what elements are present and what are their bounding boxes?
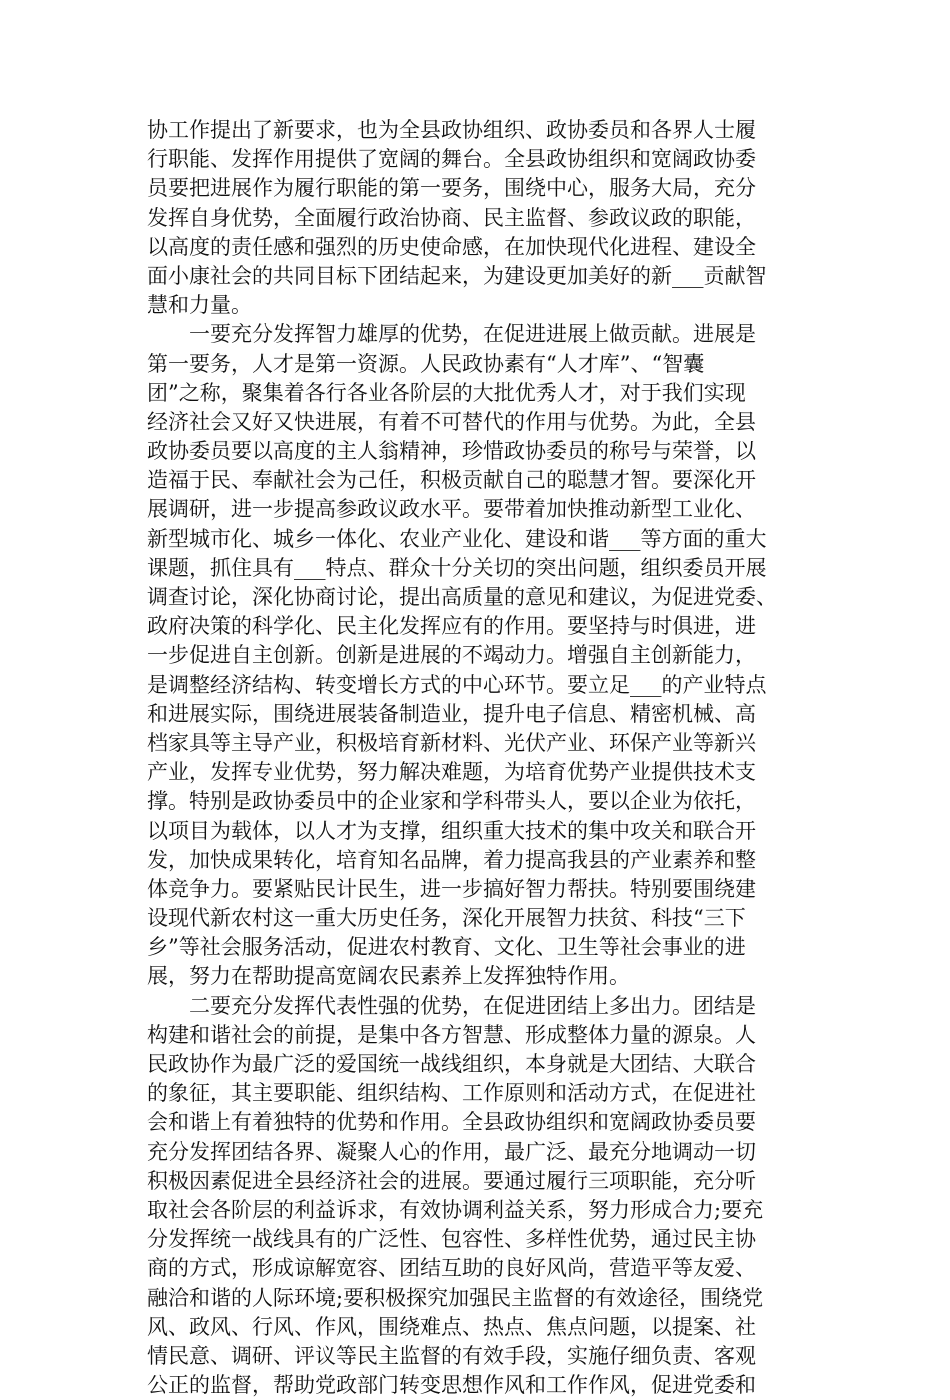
text-line: 风、政风、行风、作风，围绕难点、热点、焦点问题，以提案、社 [147, 1314, 756, 1339]
text-line: 员要把进展作为履行职能的第一要务，围绕中心，服务大局，充分 [147, 176, 756, 201]
text-line: 二要充分发挥代表性强的优势，在促进团结上多出力。团结是 [147, 993, 756, 1018]
text-line: 设现代新农村这一重大历史任务，深化开展智力扶贫、科技“三下 [147, 906, 746, 931]
text-line: 团”之称，聚集着各行各业各阶层的大批优秀人才，对于我们实现 [147, 380, 746, 405]
text-line: 和进展实际，围绕进展装备制造业，提升电子信息、精密机械、高 [147, 701, 756, 726]
text-line: 发，加快成果转化，培育知名品牌，着力提高我县的产业素养和整 [147, 847, 756, 872]
text-line: 充分发挥团结各界、凝聚人心的作用，最广泛、最充分地调动一切 [147, 1139, 756, 1164]
text-line: 发挥自身优势，全面履行政治协商、民主监督、参政议政的职能， [147, 205, 756, 230]
text-line: 档家具等主导产业，积极培育新材料、光伏产业、环保产业等新兴 [147, 730, 756, 755]
text-line: 乡”等社会服务活动，促进农村教育、文化、卫生等社会事业的进 [147, 935, 746, 960]
text-line: 面小康社会的共同目标下团结起来，为建设更加美好的新___贡献智 [147, 263, 767, 288]
text-line: 民政协作为最广泛的爱国统一战线组织，本身就是大团结、大联合 [147, 1052, 756, 1076]
text-line: 经济社会又好又快进展，有着不可替代的作用与优势。为此，全县 [147, 409, 756, 434]
text-line: 展调研，进一步提高参政议政水平。要带着加快推动新型工业化、 [147, 497, 756, 522]
text-line: 撑。特别是政协委员中的企业家和学科带头人，要以企业为依托， [147, 789, 756, 814]
text-line: 一步促进自主创新。创新是进展的不竭动力。增强自主创新能力， [147, 643, 756, 668]
text-line: 行职能、发挥作用提供了宽阔的舞台。全县政协组织和宽阔政协委 [147, 147, 756, 172]
text-line: 以高度的责任感和强烈的历史使命感，在加快现代化进程、建设全 [147, 234, 756, 259]
text-line: 新型城市化、城乡一体化、农业产业化、建设和谐___等方面的重大 [147, 526, 767, 551]
text-line: 情民意、调研、评议等民主监督的有效手段，实施仔细负责、客观 [147, 1343, 756, 1368]
text-line: 构建和谐社会的前提，是集中各方智慧、形成整体力量的源泉。人 [147, 1022, 756, 1047]
text-line: 是调整经济结构、转变增长方式的中心环节。要立足___的产业特点 [147, 672, 767, 697]
text-line: 商的方式，形成谅解宽容、团结互助的良好风尚，营造平等友爱、 [147, 1256, 756, 1281]
text-line: 体竞争力。要紧贴民计民生，进一步搞好智力帮扶。特别要围绕建 [147, 876, 756, 901]
text-line: 慧和力量。 [147, 293, 252, 318]
text-line: 调查讨论，深化协商讨论，提出高质量的意见和建议，为促进党委、 [147, 585, 777, 609]
text-line: 政协委员要以高度的主人翁精神，珍惜政协委员的称号与荣誉，以 [147, 439, 756, 464]
text-line: 展，努力在帮助提高宽阔农民素养上发挥独特作用。 [147, 964, 630, 989]
text-line: 取社会各阶层的利益诉求，有效协调利益关系，努力形成合力;要充 [147, 1197, 764, 1222]
text-line: 融洽和谐的人际环境;要积极探究加强民主监督的有效途径，围绕党 [147, 1285, 764, 1310]
text-line: 政府决策的科学化、民主化发挥应有的作用。要坚持与时俱进，进 [147, 614, 756, 639]
text-line: 分发挥统一战线具有的广泛性、包容性、多样性优势，通过民主协 [147, 1227, 756, 1252]
text-line: 造福于民、奉献社会为己任，积极贡献自己的聪慧才智。要深化开 [147, 468, 756, 493]
text-line: 积极因素促进全县经济社会的进展。要通过履行三项职能，充分听 [147, 1168, 756, 1193]
text-line: 的象征，其主要职能、组织结构、工作原则和活动方式，在促进社 [147, 1081, 756, 1106]
text-line: 一要充分发挥智力雄厚的优势，在促进进展上做贡献。进展是 [147, 322, 756, 347]
text-line: 会和谐上有着独特的优势和作用。全县政协组织和宽阔政协委员要 [147, 1110, 756, 1135]
text-line: 产业，发挥专业优势，努力解决难题，为培育优势产业提供技术支 [147, 760, 756, 785]
text-line: 协工作提出了新要求，也为全县政协组织、政协委员和各界人士履 [147, 118, 756, 142]
text-line: 公正的监督，帮助党政部门转变思想作风和工作作风，促进党委和 [147, 1373, 756, 1398]
text-line: 以项目为载体，以人才为支撑，组织重大技术的集中攻关和联合开 [147, 818, 756, 843]
text-line: 课题，抓住具有___特点、群众十分关切的突出问题，组织委员开展 [147, 555, 767, 580]
document-body [147, 116, 827, 1400]
text-line: 第一要务，人才是第一资源。人民政协素有“人才库”、“智囊 [147, 351, 705, 376]
